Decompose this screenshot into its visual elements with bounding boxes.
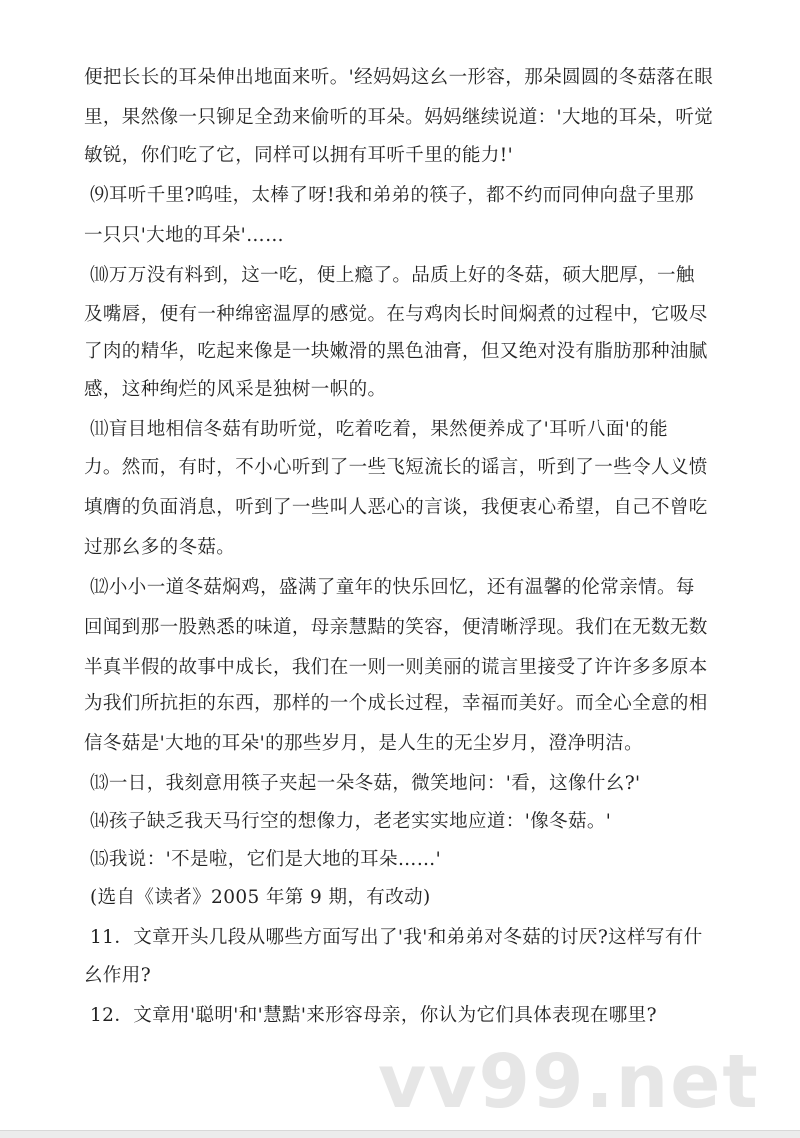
text-line: ⑼耳听千里?呜哇，太棒了呀!我和弟弟的筷子，都不约而同伸向盘子里那 xyxy=(90,185,695,206)
text-line: 里，果然像一只铆足全劲来偷听的耳朵。妈妈继续说道：'大地的耳朵，听觉 xyxy=(84,107,714,128)
text-line: 为我们所抗拒的东西，那样的一个成长过程，幸福而美好。而全心全意的相 xyxy=(84,693,708,714)
text-line: ⑾盲目地相信冬菇有助听觉，吃着吃着，果然便养成了'耳听八面'的能 xyxy=(90,419,668,440)
text-line: ⒀一日，我刻意用筷子夹起一朵冬菇，微笑地问：'看，这像什幺?' xyxy=(90,773,641,794)
text-line: 敏锐，你们吃了它，同样可以拥有耳听千里的能力!' xyxy=(84,145,514,166)
text-line: 过那幺多的冬菇。 xyxy=(84,537,236,558)
text-line: ⒁孩子缺乏我天马行空的想像力，老老实实地应道：'像冬菇。' xyxy=(90,811,612,832)
text-line: 便把长长的耳朵伸出地面来听。'经妈妈这幺一形容，那朵圆圆的冬菇落在眼 xyxy=(84,67,714,88)
text-line: 信冬菇是'大地的耳朵'的那些岁月，是人生的无尘岁月，澄净明洁。 xyxy=(84,733,644,754)
text-line: 11．文章开头几段从哪些方面写出了'我'和弟弟对冬菇的讨厌?这样写有什 xyxy=(90,927,703,948)
text-line: 力。然而，有时，不小心听到了一些飞短流长的谣言，听到了一些令人义愤 xyxy=(84,457,708,478)
text-line: 一只只'大地的耳朵'…… xyxy=(84,225,284,246)
text-line: 回闻到那一股熟悉的味道，母亲慧黠的笑容，便清晰浮现。我们在无数无数 xyxy=(84,617,708,638)
text-line: (选自《读者》2005 年第 9 期，有改动) xyxy=(90,887,431,908)
watermark: vv99.net xyxy=(378,1039,760,1125)
text-line: 感，这种绚烂的风采是独树一帜的。 xyxy=(84,379,387,400)
text-line: ⑽万万没有料到，这一吃，便上瘾了。品质上好的冬菇，硕大肥厚，一触 xyxy=(90,265,695,286)
text-line: 了肉的精华，吃起来像是一块嫩滑的黑色油膏，但又绝对没有脂肪那种油腻 xyxy=(84,341,708,362)
text-line: 及嘴唇，便有一种绵密温厚的感觉。在与鸡肉长时间焖煮的过程中，它吸尽 xyxy=(84,304,708,325)
text-line: ⒂我说：'不是啦，它们是大地的耳朵……' xyxy=(90,849,442,870)
text-line: 半真半假的故事中成长，我们在一则一则美丽的谎言里接受了许许多多原本 xyxy=(84,657,708,678)
text-line: ⑿小小一道冬菇焖鸡，盛满了童年的快乐回忆，还有温馨的伦常亲情。每 xyxy=(90,577,695,598)
text-line: 12．文章用'聪明'和'慧黠'来形容母亲，你认为它们具体表现在哪里? xyxy=(90,1005,657,1026)
text-line: 幺作用? xyxy=(84,965,152,986)
text-line: 填膺的负面消息，听到了一些叫人恶心的言谈，我便衷心希望，自己不曾吃 xyxy=(84,497,708,518)
